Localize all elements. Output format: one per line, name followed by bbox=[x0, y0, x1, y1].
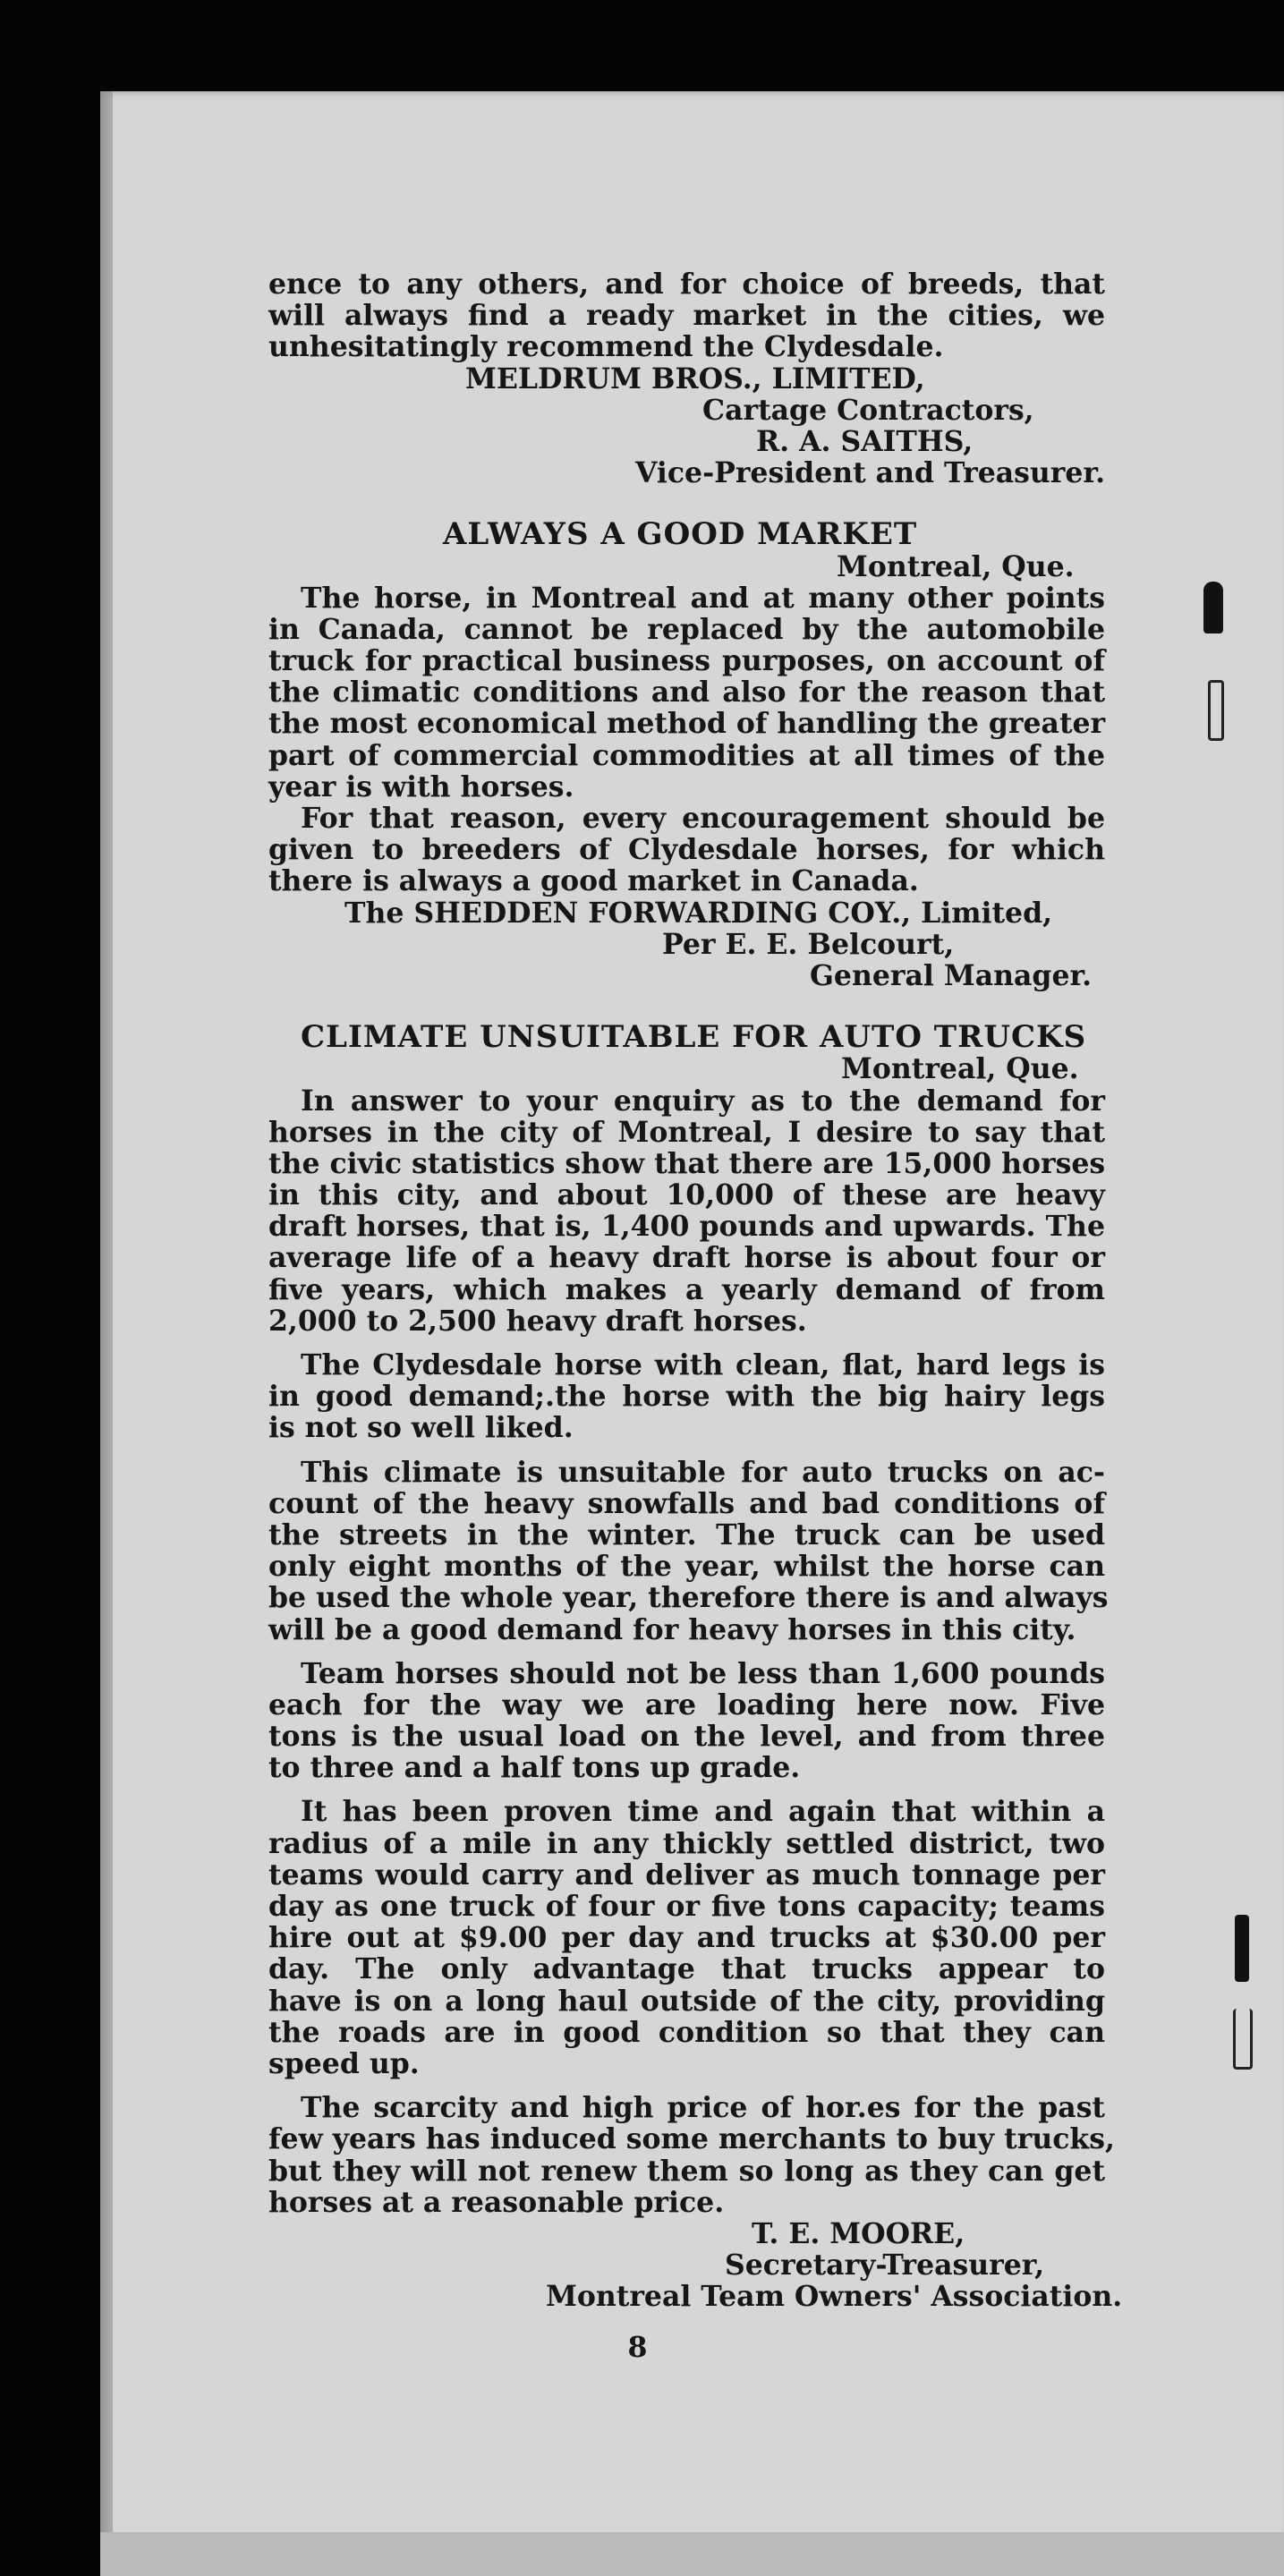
text-line: teams would carry and deliver as much tonnage per bbox=[268, 1858, 1105, 1892]
text-line: year is with horses. bbox=[268, 769, 574, 803]
signature-title: Vice-President and Treasurer. bbox=[635, 456, 1106, 490]
paragraph bbox=[268, 1085, 1105, 1338]
text-line: few years has induced some merchants to buy trucks, bbox=[268, 2122, 1115, 2156]
text-line: ence to any others, and for choice of breeds, that bbox=[268, 268, 1105, 301]
text-line: The scarcity and high price of hor.es for the past bbox=[301, 2091, 1105, 2125]
text-line: The Clydesdale horse with clean, flat, hard legs is bbox=[301, 1348, 1105, 1382]
section-heading: ALWAYS A GOOD MARKET bbox=[443, 516, 918, 553]
signature-title: Secretary-Treasurer, bbox=[725, 2249, 1045, 2283]
text-line: The horse, in Montreal and at many other points bbox=[301, 581, 1105, 615]
place-line: Montreal, Que. bbox=[837, 549, 1075, 583]
text-line: day. The only advantage that trucks appear to bbox=[268, 1952, 1105, 1986]
signature-organization: Montreal Team Owners' Association. bbox=[546, 2280, 1123, 2314]
text-line: will always find a ready market in the cities, we bbox=[268, 299, 1105, 333]
page-number: 8 bbox=[627, 2331, 648, 2365]
signature-title: General Manager. bbox=[810, 958, 1093, 992]
text-line: 2,000 to 2,500 heavy draft horses. bbox=[268, 1304, 807, 1338]
text-line: truck for practical business purposes, on account of bbox=[268, 644, 1105, 678]
text-line: the civic statistics show that there are 15,000 horses bbox=[268, 1146, 1106, 1180]
scan-top-border bbox=[0, 0, 1284, 89]
text-line: have is on a long haul outside of the city, providing bbox=[268, 1984, 1105, 2018]
signature-trade: Cartage Contractors, bbox=[702, 393, 1034, 427]
paragraph bbox=[268, 1349, 1105, 1444]
text-line: the climatic conditions and also for the reason that bbox=[268, 676, 1105, 710]
text-line: will be a good demand for heavy horses in this city. bbox=[268, 1612, 1076, 1646]
margin-mark-3 bbox=[1235, 1915, 1249, 1982]
margin-mark-4 bbox=[1233, 2009, 1253, 2070]
margin-mark-1 bbox=[1203, 582, 1223, 633]
text-line: average life of a heavy draft horse is about four or bbox=[268, 1241, 1105, 1275]
text-line: horses in the city of Montreal, I desire to say that bbox=[268, 1115, 1105, 1149]
text-line: draft horses, that is, 1,400 pounds and upwards. The bbox=[268, 1210, 1105, 1244]
text-line: in this city, and about 10,000 of these are heavy bbox=[268, 1178, 1105, 1212]
text-line: radius of a mile in any thickly settled district, two bbox=[268, 1826, 1105, 1860]
document-body bbox=[268, 268, 1123, 2365]
text-line: each for the way we are loading here now. Five bbox=[268, 1688, 1105, 1722]
text-line: unhesitatingly recommend the Clydesdale. bbox=[268, 330, 944, 364]
place-line: Montreal, Que. bbox=[841, 1052, 1079, 1086]
paragraph bbox=[268, 1796, 1105, 2079]
text-line: there is always a good market in Canada. bbox=[268, 864, 919, 898]
text-line: the streets in the winter. The truck can be used bbox=[268, 1518, 1105, 1552]
text-line: horses at a reasonable price. bbox=[268, 2185, 725, 2219]
signature-name: Per E. E. Belcourt, bbox=[662, 927, 955, 961]
text-line: five years, which makes a yearly demand of from bbox=[268, 1272, 1105, 1306]
paragraph bbox=[268, 1658, 1105, 1784]
section-always-good-market bbox=[268, 516, 1106, 992]
text-line: count of the heavy snowfalls and bad conditions of bbox=[268, 1486, 1105, 1520]
paragraph bbox=[268, 2091, 1115, 2219]
signature-company: MELDRUM BROS., LIMITED, bbox=[465, 361, 925, 395]
text-line: part of commercial commodities at all times of the bbox=[268, 738, 1105, 772]
page-left-shadow bbox=[100, 91, 113, 2576]
signature-meldrum bbox=[268, 363, 1105, 489]
text-line: is not so well liked. bbox=[268, 1411, 574, 1445]
text-line: day as one truck of four or five tons capacity; teams bbox=[268, 1890, 1105, 1923]
text-line: the roads are in good condition so that they can bbox=[268, 2015, 1105, 2049]
text-line: For that reason, every encouragement should be bbox=[301, 802, 1105, 835]
text-line: the most economical method of handling the greater bbox=[268, 707, 1106, 741]
text-line: given to breeders of Clydesdale horses, for which bbox=[268, 833, 1105, 867]
section-heading: CLIMATE UNSUITABLE FOR AUTO TRUCKS bbox=[301, 1019, 1087, 1056]
text-line: Team horses should not be less than 1,600 pounds bbox=[301, 1656, 1105, 1690]
text-line: tons is the usual load on the level, and from three bbox=[268, 1720, 1105, 1754]
text-line: in Canada, cannot be replaced by the automobile bbox=[268, 612, 1105, 646]
text-line: in good demand;.the horse with the big hairy legs bbox=[268, 1380, 1105, 1414]
text-line: be used the whole year, therefore there is and always bbox=[268, 1581, 1109, 1615]
text-line: hire out at $9.00 per day and trucks at $30.00 per bbox=[268, 1921, 1105, 1955]
text-line: This climate is unsuitable for auto trucks on ac- bbox=[301, 1455, 1105, 1489]
paragraph bbox=[268, 1455, 1109, 1646]
text-line: In answer to your enquiry as to the demand for bbox=[301, 1084, 1105, 1118]
text-line: but they will not renew them so long as they can get bbox=[268, 2154, 1105, 2188]
text-line: It has been proven time and again that within a bbox=[301, 1795, 1105, 1829]
signature-company: The SHEDDEN FORWARDING COY., Limited, bbox=[344, 896, 1053, 930]
paragraph bbox=[268, 803, 1105, 897]
margin-mark-2 bbox=[1208, 680, 1224, 741]
opening-paragraph bbox=[268, 268, 1105, 363]
page-bottom-edge bbox=[100, 2532, 1284, 2576]
paragraph bbox=[268, 582, 1105, 803]
signature-name: T. E. MOORE, bbox=[752, 2216, 965, 2250]
text-line: speed up. bbox=[268, 2046, 420, 2080]
signature-name: R. A. SAITHS, bbox=[756, 424, 974, 458]
text-line: only eight months of the year, whilst the horse can bbox=[268, 1550, 1105, 1584]
section-climate-unsuitable bbox=[268, 1019, 1123, 2314]
text-line: to three and a half tons up grade. bbox=[268, 1751, 801, 1785]
